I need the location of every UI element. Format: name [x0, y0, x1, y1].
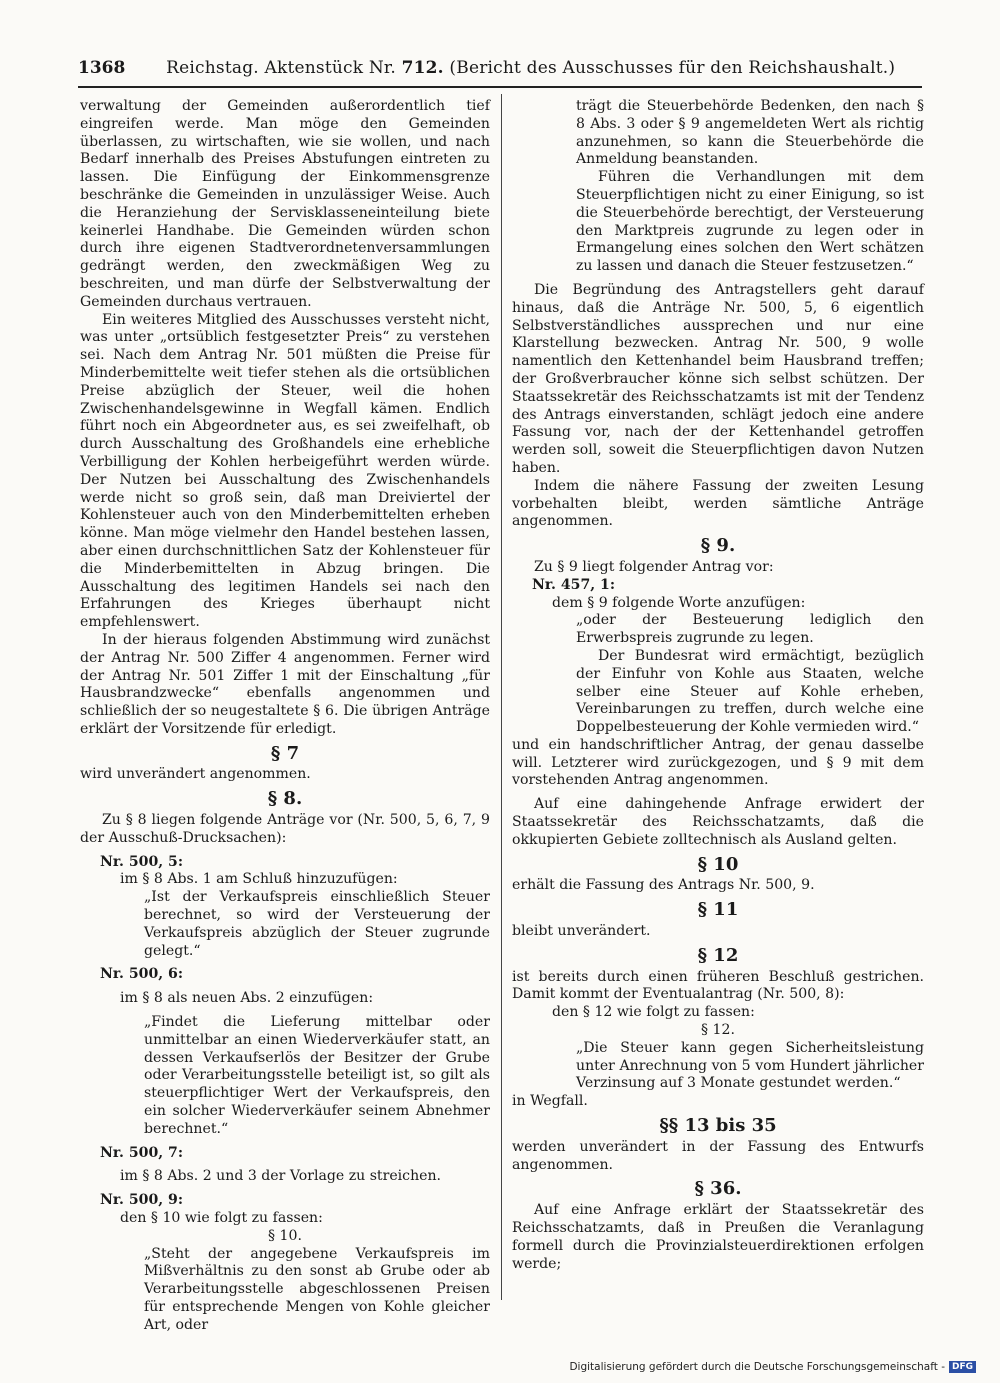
motion-quote: „Findet die Lieferung mittelbar oder unmittelbar an einen Wiederverkäufer statt, an dessen Verkaufserlös der Besitzer der Grube oder Verarbeitungsstelle beteiligt ist, so gilt als steuerpflichtiger Wert der Verkaufspreis, den ein solcher Wiederverkäufer seinem Abnehmer berechnet.“: [144, 1014, 490, 1137]
paragraph: Auf eine Anfrage erklärt der Staatssekretär des Reichsschatzamts, daß in Preußen die Veranlagung formell durch die Provinzialsteuerdirektionen erfolgen werde;: [512, 1202, 924, 1272]
section-text: ist bereits durch einen früheren Beschluß gestrichen. Damit kommt der Eventualantrag (Nr. 500, 8):: [512, 968, 924, 1003]
quoted-section-heading: § 10.: [268, 1227, 302, 1244]
paragraph: Zu § 8 liegen folgende Anträge vor (Nr. 500, 5, 6, 7, 9 der Ausschuß-Drucksachen):: [80, 812, 490, 846]
running-title: [139, 58, 922, 78]
motion-number: Nr. 500, 6:: [100, 966, 184, 983]
section-text: bleibt unverändert.: [512, 923, 651, 940]
motion-instruction: den § 10 wie folgt zu fassen:: [120, 1210, 323, 1227]
motion-instruction: im § 8 Abs. 1 am Schluß hinzuzufügen:: [120, 871, 398, 888]
left-column: [80, 98, 490, 1335]
paragraph: und ein handschriftlicher Antrag, der genau dasselbe will. Letzterer wird zurückgezogen, und § 9 mit dem vorstehenden Antrag angenommen.: [512, 736, 924, 789]
section-text: erhält die Fassung des Antrags Nr. 500, 9.: [512, 877, 815, 894]
paragraph: Ein weiteres Mitglied des Ausschusses versteht nicht, was unter „ortsüblich festgesetzter Preis“ zu verstehen sei. Nach dem Antrag Nr. 501 müßten die Preise für Minderbemittelte weit tiefer stehen als die ortsüblichen Preise abzüglich der Steuer, weil die hohen Zwischenhandelsgewinne in Wegfall kämen. Endlich führt noch ein Abgeordneter aus, es sei zweifelhaft, ob durch Ausschaltung des Großhandels eine erhebliche Verbilligung der Kohlen herbeigeführt werden würde. Der Nutzen bei Ausschaltung des Zwischenhandels werde nicht so groß sein, daß man Dreiviertel der Kohlensteuer auch von den Minderbemittelten erheben könne. Man möge vielmehr den Handel bestehen lassen, aber einen durchschnittlichen Satz der Kohlensteuer für die Minderbemittelten in Abzug bringen. Die Ausschaltung des legitimen Handels sei nach den Erfahrungen des Krieges überhaupt nicht empfehlenswert.: [80, 311, 490, 631]
section-heading: § 7: [270, 742, 300, 764]
paragraph: Zu § 9 liegt folgender Antrag vor:: [534, 558, 774, 575]
running-title-pre: Reichstag. Aktenstück Nr.: [166, 58, 396, 78]
paragraph: Die Begründung des Antragstellers geht darauf hinaus, daß die Anträge Nr. 500, 5, 6 eigentlich Selbstverständliches aussprechen und nur eine Klarstellung bezwecken. Antrag Nr. 500, 9 wolle namentlich den Kettenhandel beim Hausbrand treffen; der Großverbraucher könne sich selbst schützen. Der Staatssekretär des Reichsschatzamts ist mit der Tendenz des Antrags einverstanden, schlägt jedoch eine andere Fassung vor, nach der der Kettenhandel getroffen werden soll, soweit die Steuerpflichtigen davon Nutzen haben.: [512, 281, 924, 476]
column-divider: [501, 94, 502, 1300]
motion-number: Nr. 500, 9:: [100, 1192, 184, 1209]
paragraph: verwaltung der Gemeinden außerordentlich tief eingreifen werde. Man möge den Gemeinden überlassen, zu wirtschaften, wie sie wollen, und nach Bedarf innerhalb des Preises Abstufungen eintreten zu lassen. Die Einfügung der Einkommensgrenze beschränke die Gemeinden in unzulässiger Weise. Auch die Heranziehung der Servisklasseneinteilung biete keinerlei Handhabe. Die Gemeinden würden schon durch ihre eigenen Stadtverordnetenversammlungen gedrängt werden, den zweckmäßigen Weg zu beschreiten, und man dürfe der Selbstverwaltung der Gemeinden durchaus vertrauen.: [80, 98, 490, 310]
section-heading: § 12: [697, 944, 739, 966]
quoted-section-heading: § 12.: [701, 1022, 735, 1039]
section-heading: § 8.: [267, 788, 303, 810]
section-text: in Wegfall.: [512, 1093, 588, 1110]
motion-quote: Der Bundesrat wird ermächtigt, bezüglich der Einfuhr von Kohle aus Staaten, welche selber eine Steuer auf Kohle erheben, Vereinbarungen zu treffen, durch welche eine Doppelbesteuerung der Kohle vermieden wird.“: [576, 647, 924, 736]
paragraph: Auf eine dahingehende Anfrage erwidert der Staatssekretär des Reichsschatzamts, daß die okkupierten Gebiete zolltechnisch als Ausland gelten.: [512, 796, 924, 848]
paragraph: In der hieraus folgenden Abstimmung wird zunächst der Antrag Nr. 500 Ziffer 4 angenommen. Ferner wird der Antrag Nr. 501 Ziffer 1 mit der Einschaltung „für Hausbrandzwecke“ ebenfalls angenommen und schließlich der so neugestaltete § 6. Die übrigen Anträge erklärt der Vorsitzende für erledigt.: [80, 631, 490, 737]
motion-number: Nr. 457, 1:: [532, 576, 616, 593]
section-heading: §§ 13 bis 35: [659, 1115, 777, 1137]
section-heading: § 11: [697, 899, 739, 921]
header-rule: [78, 86, 922, 88]
section-text: wird unverändert angenommen.: [80, 766, 311, 783]
motion-quote-continued: Führen die Verhandlungen mit dem Steuerpflichtigen nicht zu einer Einigung, so ist die Steuerbehörde berechtigt, der Versteuerung den Marktpreis zugrunde zu legen oder in Ermangelung eines solchen den Wert schätzen zu lassen und danach die Steuer festzusetzen.“: [576, 169, 924, 275]
motion-quote-continued: trägt die Steuerbehörde Bedenken, den nach § 8 Abs. 3 oder § 9 angemeldeten Wert als richtig anzunehmen, so kann die Steuerbehörde die Anmeldung beanstanden.: [576, 98, 924, 168]
right-column: [512, 98, 924, 1273]
motion-number: Nr. 500, 7:: [100, 1144, 184, 1161]
motion-instruction: im § 8 Abs. 2 und 3 der Vorlage zu streichen.: [120, 1168, 442, 1185]
dfg-logo: DFG: [949, 1361, 976, 1373]
motion-instruction: dem § 9 folgende Worte anzufügen:: [552, 594, 806, 611]
paragraph: Indem die nähere Fassung der zweiten Lesung vorbehalten bleibt, werden sämtliche Anträge angenommen.: [512, 477, 924, 530]
running-title-post: (Bericht des Ausschusses für den Reichshaushalt.): [449, 58, 896, 78]
section-text: werden unverändert in der Fassung des Entwurfs angenommen.: [512, 1138, 924, 1173]
section-heading: § 10: [697, 853, 739, 875]
motion-quote: „Ist der Verkaufspreis einschließlich Steuer berechnet, so wird der Versteuerung der Verkaufspreis abzüglich der Steuer zugrunde gelegt.“: [144, 889, 490, 959]
page-header: [78, 58, 922, 88]
section-heading: § 9.: [700, 535, 736, 557]
digitization-footer: [569, 1361, 976, 1373]
motion-quote: „Steht der angegebene Verkaufspreis im Mißverhältnis zu den sonst ab Grube oder ab Verarbeitungsstelle abgeschlossenen Preisen für entsprechende Mengen von Kohle gleicher Art, oder: [144, 1245, 490, 1333]
document-number: 712.: [401, 58, 444, 78]
motion-quote: „Die Steuer kann gegen Sicherheitsleistung unter Anrechnung von 5 vom Hundert jährlicher Verzinsung auf 3 Monate gestundet werden.“: [576, 1039, 924, 1092]
motion-instruction: den § 12 wie folgt zu fassen:: [552, 1004, 755, 1021]
section-heading: § 36.: [694, 1178, 742, 1200]
motion-instruction: im § 8 als neuen Abs. 2 einzufügen:: [120, 990, 374, 1007]
page-number: 1368: [78, 58, 126, 78]
footer-text: Digitalisierung gefördert durch die Deutsche Forschungsgemeinschaft -: [569, 1361, 945, 1373]
motion-number: Nr. 500, 5:: [100, 853, 184, 870]
motion-quote: „oder der Besteuerung lediglich den Erwerbspreis zugrunde zu legen.: [576, 612, 924, 647]
